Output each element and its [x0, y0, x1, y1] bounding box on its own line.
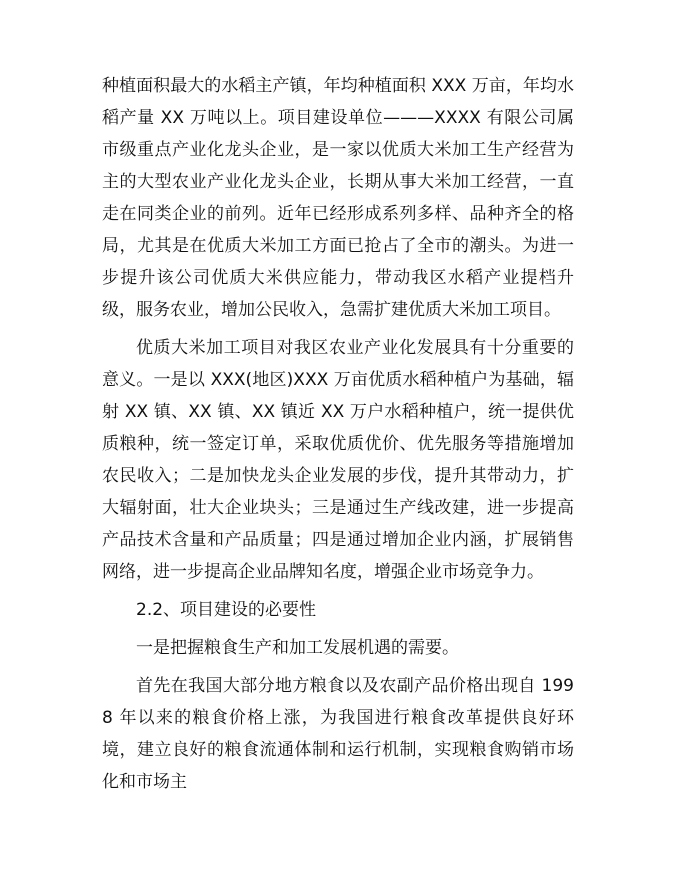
- paragraph-continuation: 种植面积最大的水稻主产镇，年均种植面积 XXX 万亩，年均水稻产量 XX 万吨以上。项目建设单位———XXXX 有限公司属市级重点产业化龙头企业，是一家以优质大米加工生产经营为主的大型农业产业化龙头企业，长期从事大米加工经营，一直走在同类企业的前列。近年已经形成系列多样、品种齐全的格局，尤其是在优质大米加工方面已抢占了全市的潮头。为进一步提升该公司优质大米供应能力，带动我区水稻产业提档升级，服务农业，增加公民收入，急需扩建优质大米加工项目。: [102, 76, 574, 320]
- paragraph-grain-prices: 首先在我国大部分地方粮食以及农副产品价格出现自 1998 年以来的粮食价格上涨，为我国进行粮食改革提供良好环境，建立良好的粮食流通体制和运行机制，实现粮食购销市场化和市场主: [102, 676, 574, 792]
- section-heading: 2.2、项目建设的必要性: [136, 600, 317, 620]
- paragraph-significance: 优质大米加工项目对我区农业产业化发展具有十分重要的意义。一是以 XXX(地区)XXX 万亩优质水稻种植户为基础，辐射 XX 镇、XX 镇、XX 镇近 XX 万户水稻种植户，统一提供优质粮种，统一签定订单，采取优质优价、优先服务等措施增加农民收入；二是加快龙头企业发展的步伐，提升其带动力，扩大辐射面，壮大企业块头；三是通过生产线改建，进一步提高产品技术含量和产品质量；四是通过增加企业内涵，扩展销售网络，进一步提高企业品牌知名度，增强企业市场竞争力。: [102, 338, 574, 582]
- paragraph-point-one: 一是把握粮食生产和加工发展机遇的需要。: [136, 638, 459, 658]
- document-body: [102, 70, 574, 804]
